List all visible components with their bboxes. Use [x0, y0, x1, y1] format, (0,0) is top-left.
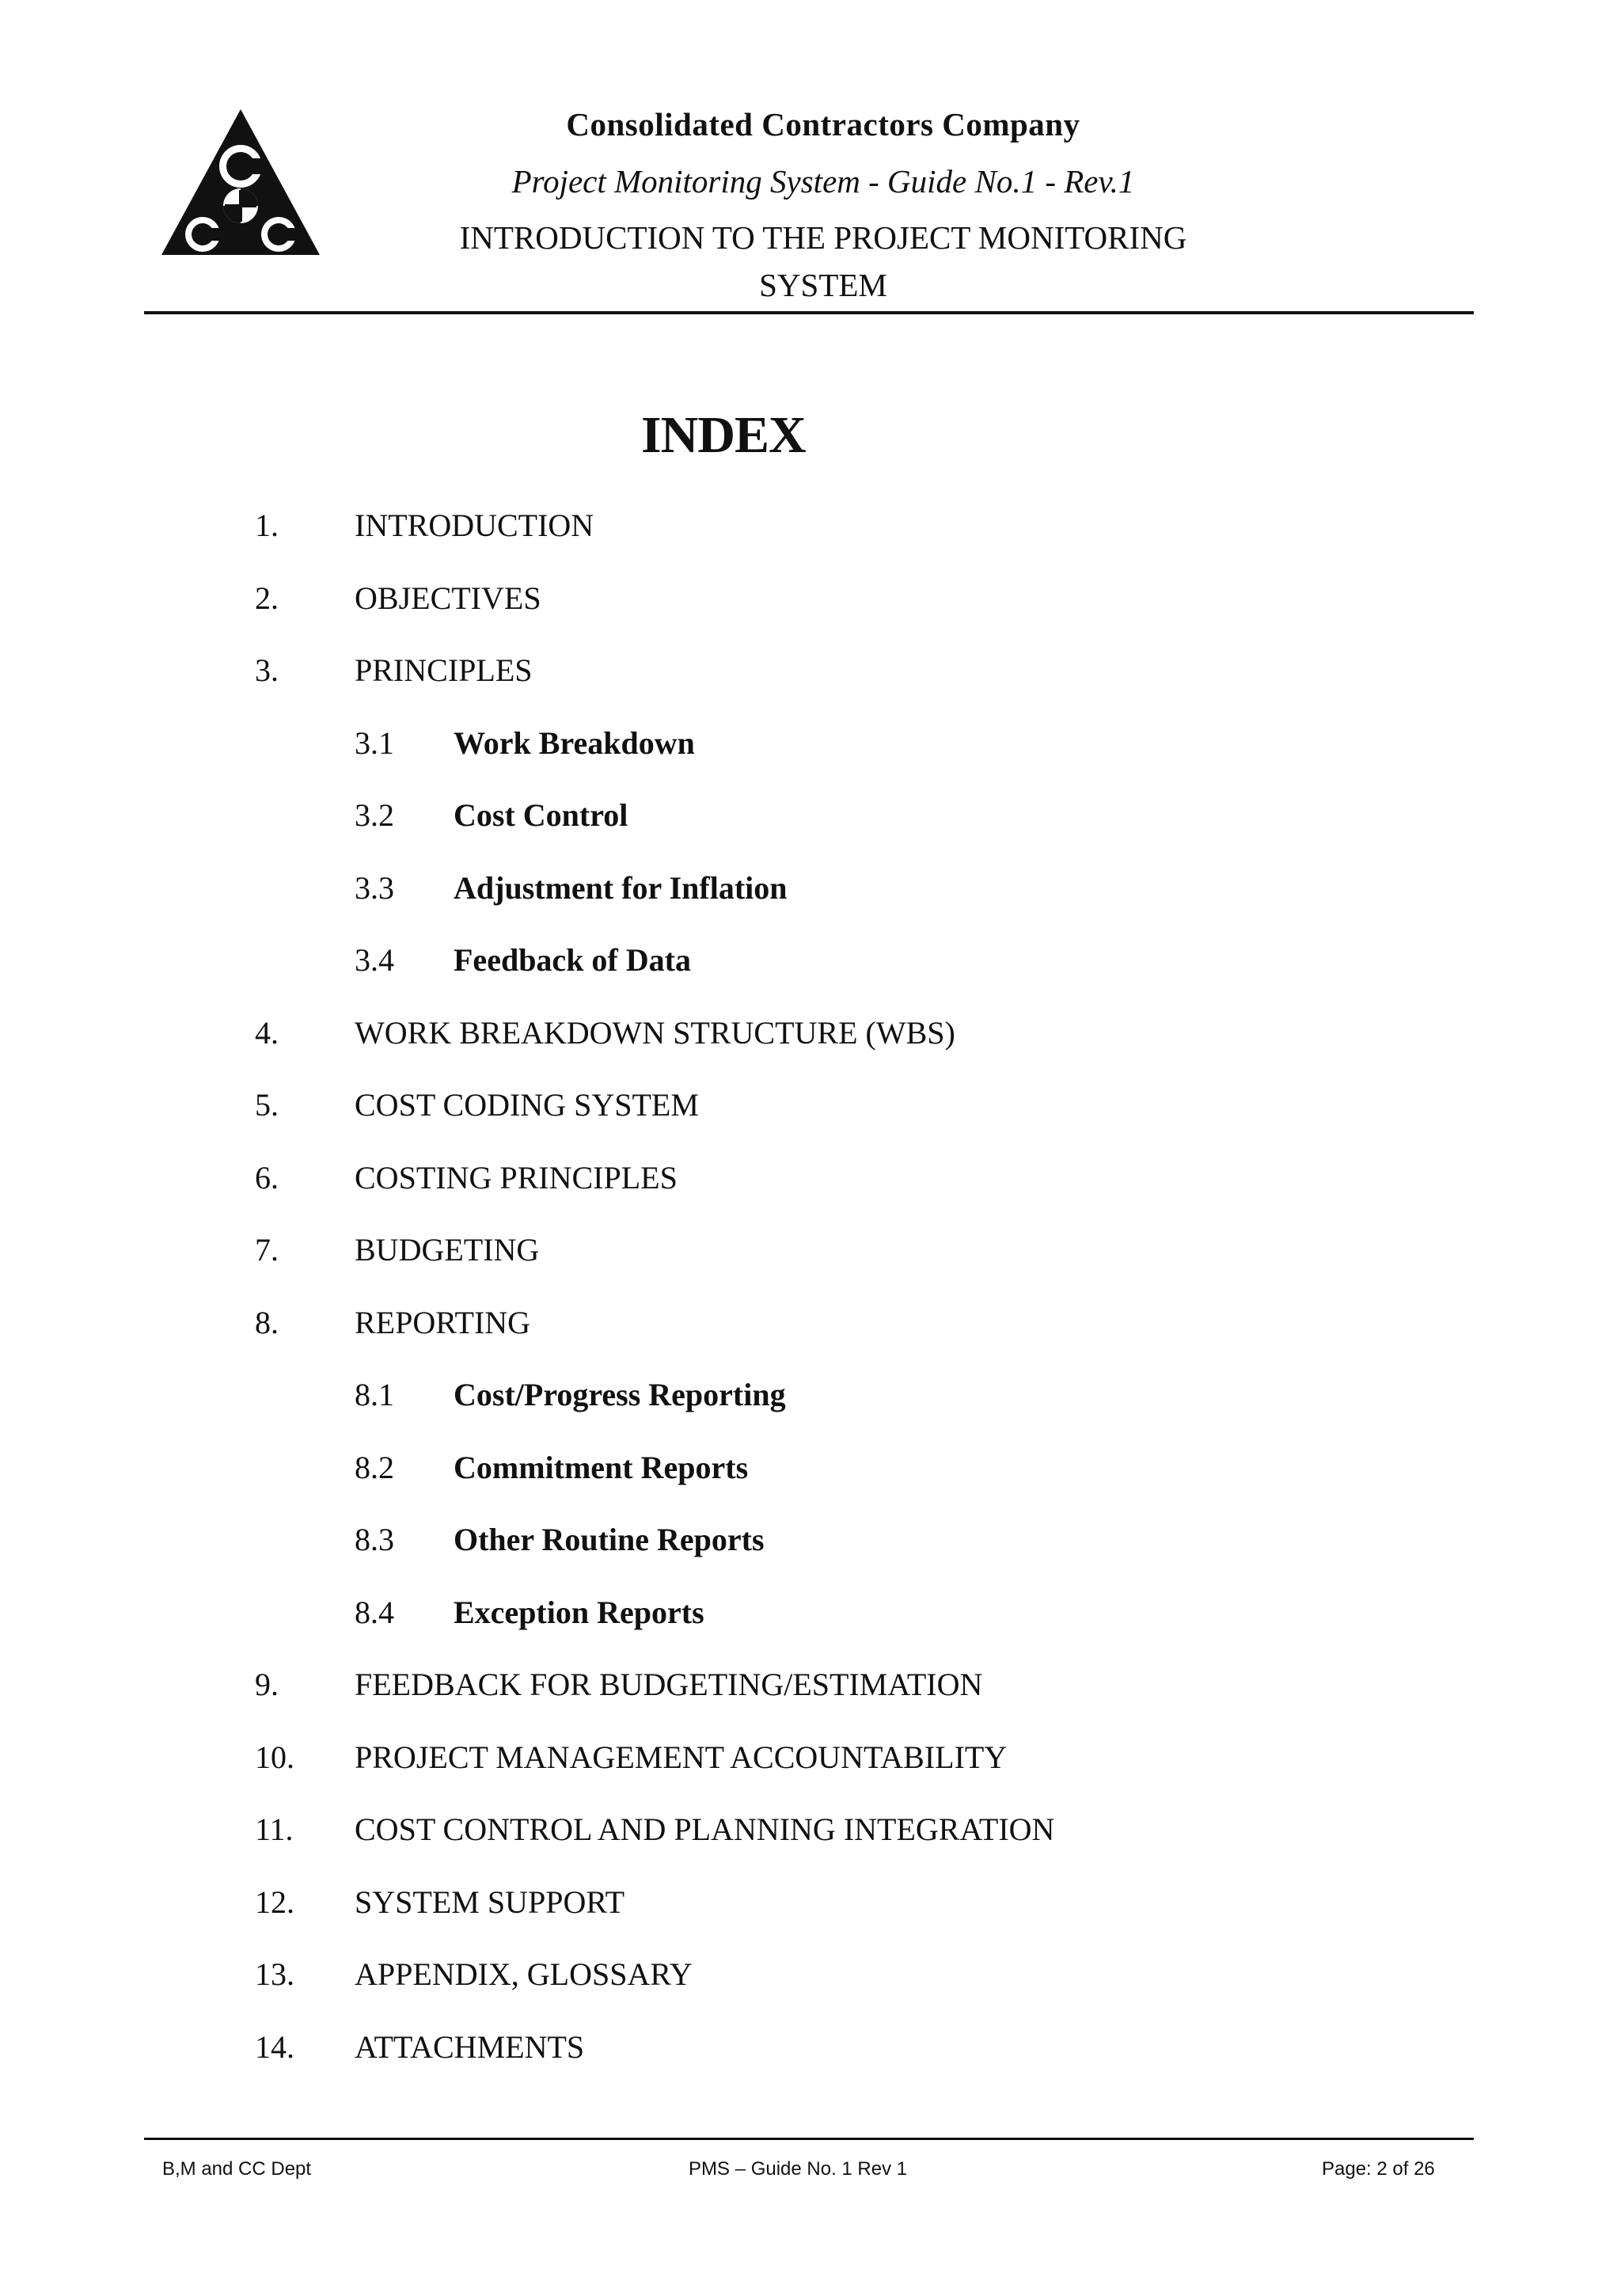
toc-label: WORK BREAKDOWN STRUCTURE (WBS) — [355, 1014, 955, 1051]
toc-label: Adjustment for Inflation — [454, 869, 788, 906]
toc-label: SYSTEM SUPPORT — [355, 1884, 625, 1920]
toc-label: BUDGETING — [355, 1232, 540, 1268]
toc-label: COST CONTROL AND PLANNING INTEGRATION — [355, 1811, 1055, 1847]
toc-number: 5. — [255, 1087, 279, 1123]
toc-label: COST CODING SYSTEM — [355, 1087, 699, 1123]
toc-number: 13. — [255, 1956, 294, 1992]
footer-divider — [144, 2138, 1474, 2140]
index-heading: INDEX — [641, 406, 806, 464]
document-title — [348, 214, 1298, 309]
toc-number: 3. — [255, 652, 279, 688]
toc-number: 12. — [255, 1884, 294, 1920]
toc-label: FEEDBACK FOR BUDGETING/ESTIMATION — [355, 1667, 983, 1702]
toc-number: 2. — [255, 580, 279, 616]
toc-number: 14. — [255, 2028, 294, 2065]
toc-label: Cost Control — [454, 797, 628, 833]
toc-number: 10. — [255, 1739, 294, 1775]
toc-label: COSTING PRINCIPLES — [355, 1159, 678, 1196]
toc-label: Exception Reports — [454, 1594, 704, 1630]
document-title-line1: INTRODUCTION TO THE PROJECT MONITORING — [459, 219, 1187, 256]
toc-number: 8.3 — [355, 1522, 394, 1557]
toc-number: 8.4 — [355, 1594, 394, 1630]
toc-number: 11. — [255, 1811, 294, 1847]
toc-label: Work Breakdown — [454, 724, 695, 761]
toc-label: OBJECTIVES — [355, 580, 541, 616]
header-divider — [144, 311, 1474, 314]
footer-department: B,M and CC Dept — [162, 2158, 312, 2180]
company-name: Consolidated Contractors Company — [566, 106, 1080, 143]
toc-number: 9. — [255, 1667, 279, 1702]
toc-number: 1. — [255, 507, 279, 543]
toc-number: 4. — [255, 1014, 279, 1051]
toc-label: Feedback of Data — [454, 942, 691, 978]
toc-label: APPENDIX, GLOSSARY — [355, 1956, 693, 1992]
toc-label: REPORTING — [355, 1304, 531, 1340]
toc-label: PROJECT MANAGEMENT ACCOUNTABILITY — [355, 1739, 1008, 1775]
document-subtitle: Project Monitoring System - Guide No.1 - Rev.1 — [511, 163, 1135, 200]
footer-document-ref: PMS – Guide No. 1 Rev 1 — [689, 2158, 908, 2180]
toc-label: Other Routine Reports — [454, 1522, 765, 1557]
toc-label: INTRODUCTION — [355, 507, 594, 543]
toc-number: 8.2 — [355, 1449, 394, 1485]
toc-number: 6. — [255, 1159, 279, 1196]
toc-number: 8. — [255, 1304, 279, 1340]
toc-number: 3.2 — [355, 797, 394, 833]
company-logo — [161, 109, 320, 255]
toc-label: Commitment Reports — [454, 1449, 749, 1485]
toc-label: ATTACHMENTS — [355, 2028, 585, 2065]
footer-page-number: Page: 2 of 26 — [1322, 2158, 1435, 2180]
toc-number: 3.1 — [355, 724, 394, 761]
toc-number: 3.3 — [355, 869, 394, 906]
toc-number: 7. — [255, 1232, 279, 1268]
toc-number: 8.1 — [355, 1377, 394, 1412]
ccc-triangle-logo-icon — [161, 109, 320, 255]
toc-label: Cost/Progress Reporting — [454, 1377, 786, 1412]
document-title-line2: SYSTEM — [759, 267, 887, 303]
toc-label: PRINCIPLES — [355, 652, 533, 688]
toc-number: 3.4 — [355, 942, 394, 978]
